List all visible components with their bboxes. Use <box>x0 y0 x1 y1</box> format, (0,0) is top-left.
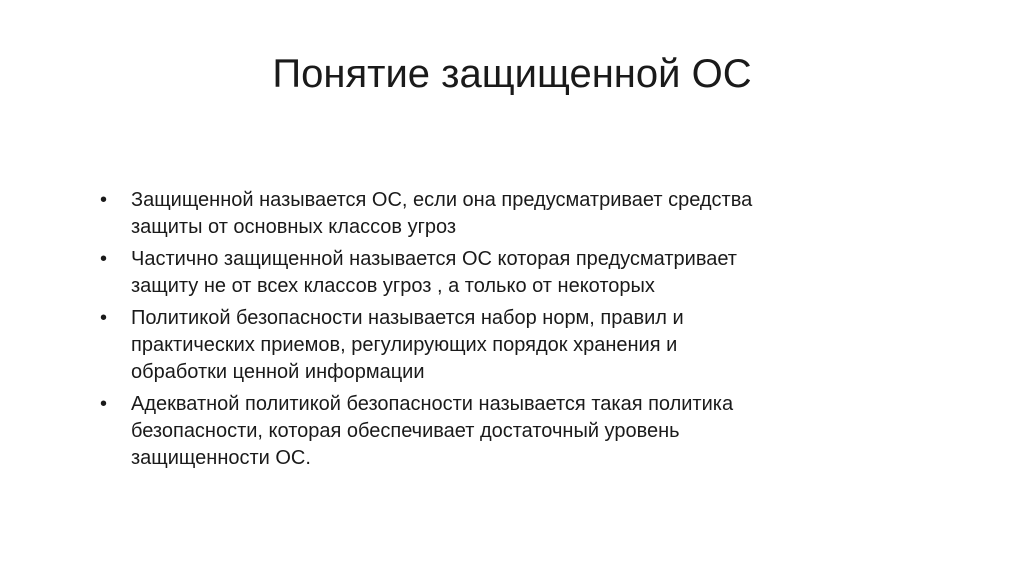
bullet-item <box>100 246 820 300</box>
bullet-text-line: Частично защищенной называется ОС которая предусматривает <box>131 248 737 270</box>
bullet-marker: • <box>100 393 108 415</box>
bullet-item <box>100 391 820 472</box>
bullet-marker: • <box>100 189 108 211</box>
bullet-text-line: защиту не от всех классов угроз , а только от некоторых <box>131 275 655 297</box>
bullet-marker: • <box>100 248 108 270</box>
bullet-text-line: Адекватной политикой безопасности называется такая политика <box>131 393 734 415</box>
bullet-text-line: практических приемов, регулирующих порядок хранения и <box>131 334 678 356</box>
bullet-text-line: Политикой безопасности называется набор норм, правил и <box>131 307 684 329</box>
bullet-item <box>100 305 820 386</box>
bullet-text-line: безопасности, которая обеспечивает достаточный уровень <box>131 420 680 442</box>
bullet-item <box>100 187 820 241</box>
slide-title: Понятие защищенной ОС <box>272 52 752 96</box>
bullet-list <box>100 187 820 477</box>
bullet-text-line: защиты от основных классов угроз <box>131 216 457 238</box>
bullet-marker: • <box>100 307 108 329</box>
bullet-text-line: защищенности ОС. <box>131 447 311 469</box>
bullet-text-line: обработки ценной информации <box>131 361 425 383</box>
bullet-text-line: Защищенной называется ОС, если она предусматривает средства <box>131 189 753 211</box>
